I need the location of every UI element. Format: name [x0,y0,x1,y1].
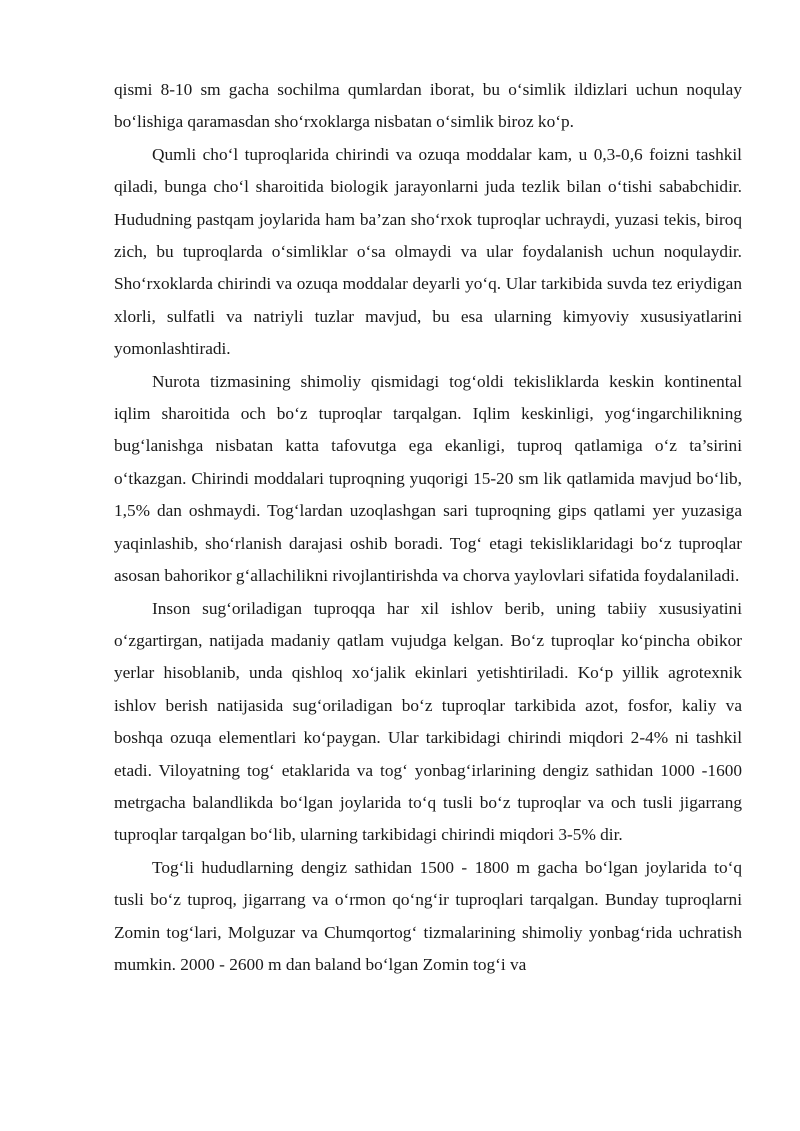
paragraph-irrigated-soils: Inson sug‘oriladigan tuproqqa har xil ishlov berib, uning tabiiy xususiyatini o‘zgartirgan, natijada madaniy qatlam vujudga kelgan. Bo‘z tuproqlar ko‘pincha obikor yerlar hisoblanib, unda qishloq xo‘jalik ekinlari yetishtiriladi. Ko‘p yillik agrotexnik ishlov berish natijasida sug‘oriladigan bo‘z tuproqlar tarkibida azot, fosfor, kaliy va boshqa ozuqa elementlari ko‘paygan. Ular tarkibidagi chirindi miqdori 2-4% ni tashkil etadi. Viloyatning tog‘ etaklarida va tog‘ yonbag‘irlarining dengiz sathidan 1000 -1600 metrgacha balandlikda bo‘lgan joylarida to‘q tusli bo‘z tuproqlar va och tusli jigarrang tuproqlar tarqalgan bo‘lib, ularning tarkibidagi chirindi miqdori 3-5% dir. [114,598,742,845]
paragraph-sandy-desert-soils: Qumli cho‘l tuproqlarida chirindi va ozuqa moddalar kam, u 0,3-0,6 foizni tashkil qiladi, bunga cho‘l sharoitida biologik jarayonlarni juda tezlik bilan o‘tishi sababchidir. Hududning pastqam joylarida ham ba’zan sho‘rxok tuproqlar uchraydi, yuzasi tekis, biroq zich, bu tuproqlarda o‘simliklar o‘sa olmaydi va ular foydalanish uchun noqulaydir. Sho‘rxoklarda chirindi va ozuqa moddalar deyarli yo‘q. Ular tarkibida suvda tez eriydigan xlorli, sulfatli va natriyli tuzlar mavjud, bu esa ularning kimyoviy xususiyatlarini yomonlashtiradi. [114,144,742,359]
body-text [114,74,742,981]
paragraph-nurota-foothills: Nurota tizmasining shimoliy qismidagi tog‘oldi tekisliklarda keskin kontinental iqlim sharoitida och bo‘z tuproqlar tarqalgan. Iqlim keskinligi, yog‘ingarchilikning bug‘lanishga nisbatan katta tafovutga ega ekanligi, tuproq qatlamiga o‘z ta’sirini o‘tkazgan. Chirindi moddalari tuproqning yuqorigi 15-20 sm lik qatlamida mavjud bo‘lib, 1,5% dan oshmaydi. Tog‘lardan uzoqlashgan sari tuproqning gips qatlami yer yuzasiga yaqinlashib, sho‘rlanish darajasi oshib boradi. Tog‘ etagi tekisliklaridagi bo‘z tuproqlar asosan bahorikor g‘allachilikni rivojlantirishda va chorva yaylovlari sifatida foydalaniladi. [114,371,742,586]
paragraph-mountain-soils: Tog‘li hududlarning dengiz sathidan 1500 - 1800 m gacha bo‘lgan joylarida to‘q tusli bo‘z tuproq, jigarrang va o‘rmon qo‘ng‘ir tuproqlari tarqalgan. Bunday tuproqlarni Zomin tog‘lari, Molguzar va Chumqortog‘ tizmalarining shimoliy yonbag‘rida uchratish mumkin. 2000 - 2600 m dan baland bo‘lgan Zomin tog‘i va [114,857,742,974]
paragraph-continuation: qismi 8-10 sm gacha sochilma qumlardan iborat, bu o‘simlik ildizlari uchun noqulay bo‘lishiga qaramasdan sho‘rxoklarga nisbatan o‘simlik biroz ko‘p. [114,80,742,132]
